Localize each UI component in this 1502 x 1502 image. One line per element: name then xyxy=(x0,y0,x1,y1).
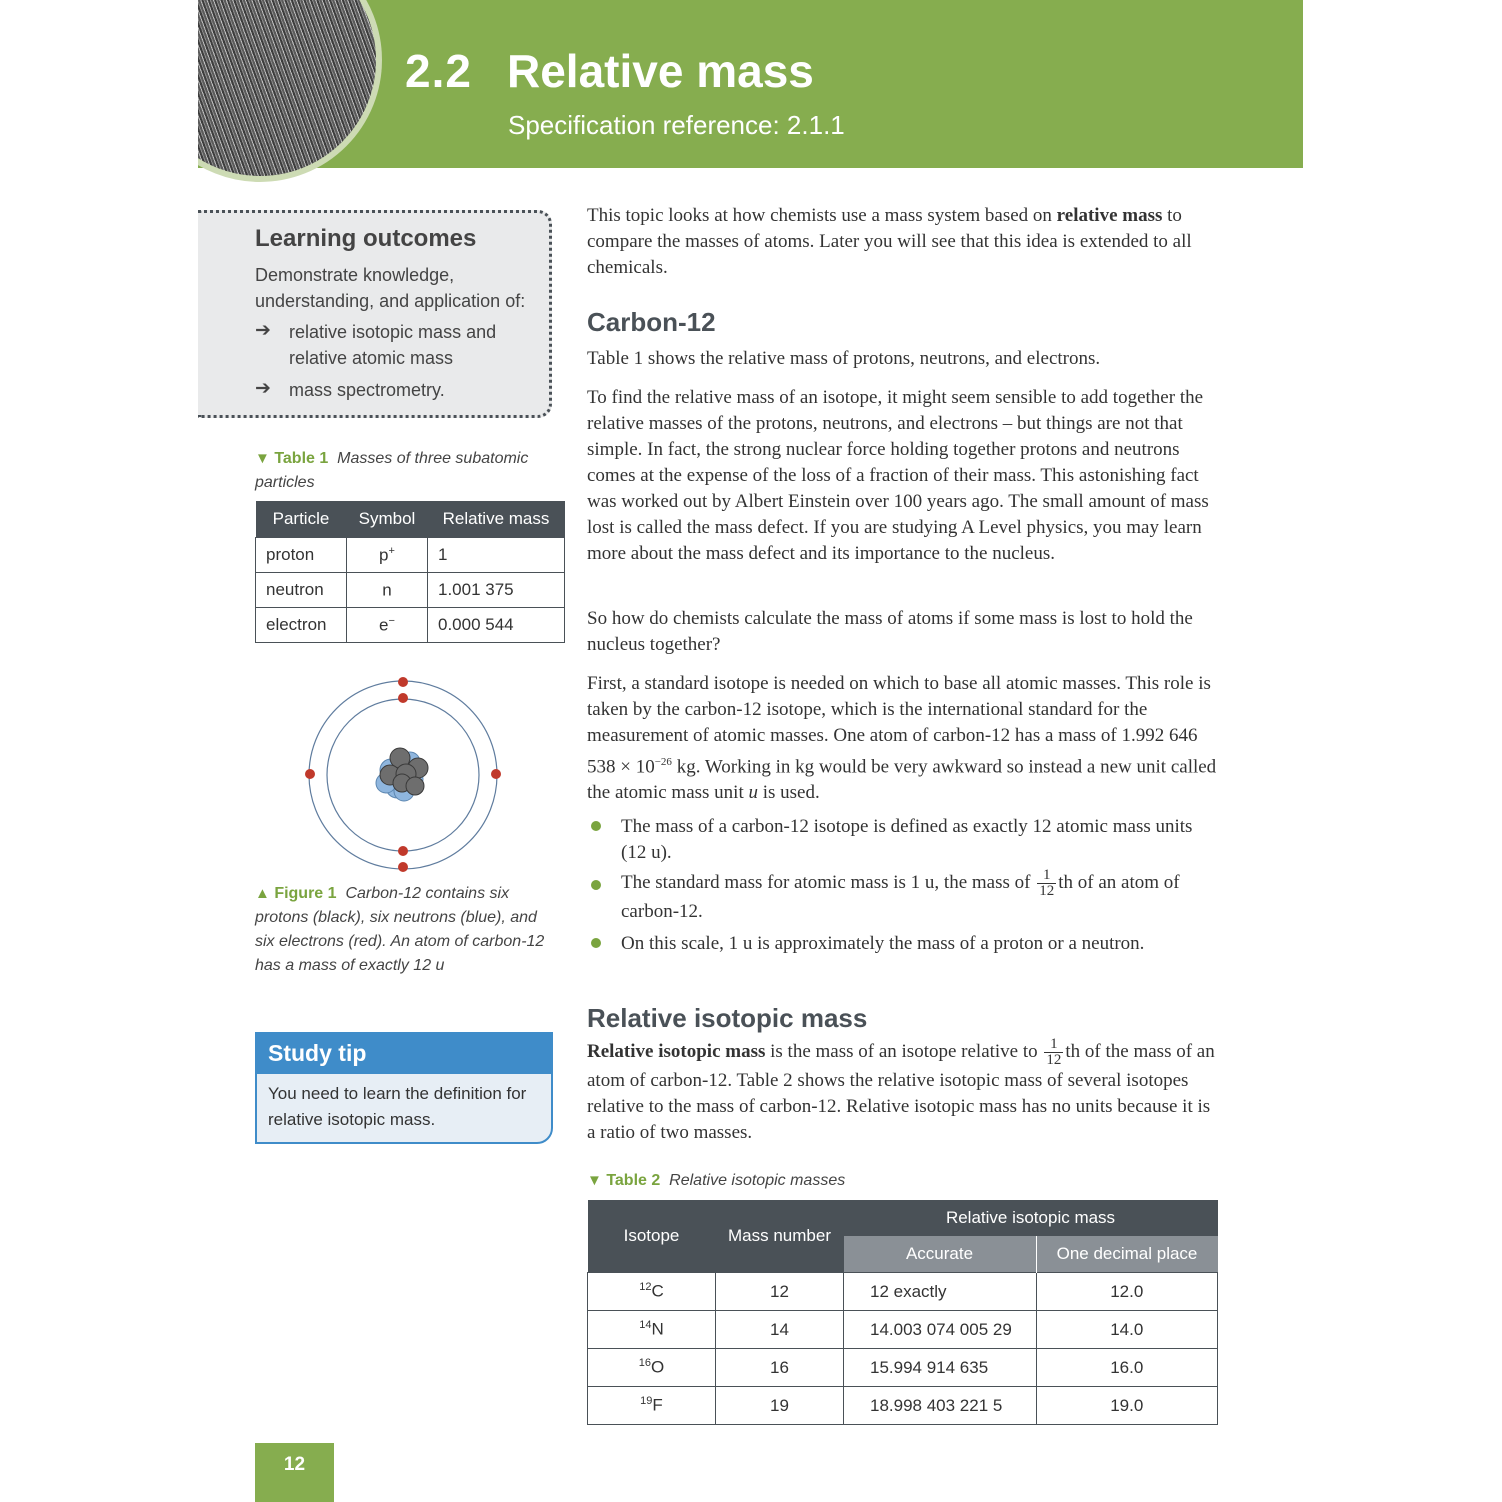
electron xyxy=(305,769,315,779)
electron xyxy=(491,769,501,779)
table-header-cell: Relative isotopic mass xyxy=(844,1200,1218,1236)
figure1-caption xyxy=(255,882,555,978)
table-row xyxy=(588,1349,1218,1387)
study-tip-text: You need to learn the definition for relative isotopic mass. xyxy=(268,1084,527,1129)
bullet-text: th of an atom of carbon-12. xyxy=(621,871,1180,922)
bullet-item: On this scale, 1 u is approximately the mass of a proton or a neutron. xyxy=(621,933,1145,954)
relative-mass-cell: 0.000 544 xyxy=(428,608,565,643)
bullet-item xyxy=(621,868,1211,925)
intro-paragraph xyxy=(587,203,1219,281)
key-term: Relative isotopic mass xyxy=(587,1040,766,1062)
fraction-numerator: 1 xyxy=(1037,868,1056,884)
element-symbol: N xyxy=(651,1319,664,1339)
table1-caption-text: Masses of three subatomic particles xyxy=(255,450,529,491)
bullet-icon xyxy=(591,821,601,831)
paragraph-text: kg. Working in kg would be very awkward so instead a new unit called the atomic mass unit xyxy=(587,756,1217,804)
paragraph: Table 1 shows the relative mass of protons, neutrons, and electrons. xyxy=(587,348,1101,369)
bullet-icon xyxy=(591,880,601,890)
learning-outcome-item: mass spectrometry. xyxy=(289,380,445,400)
table-header-cell: Relative mass xyxy=(428,501,565,538)
symbol-text: n xyxy=(382,580,392,600)
mass-number-cell: 16 xyxy=(716,1349,844,1387)
symbol-cell xyxy=(346,573,427,608)
nucleus xyxy=(376,748,428,801)
table-header-cell: Isotope xyxy=(588,1200,716,1273)
table1-label: Table 1 xyxy=(274,450,329,467)
decimal-mass-cell: 14.0 xyxy=(1036,1311,1218,1349)
table-header-cell: Mass number xyxy=(716,1200,844,1273)
mass-number-cell: 14 xyxy=(716,1311,844,1349)
relative-mass-cell: 1.001 375 xyxy=(428,573,565,608)
accurate-mass-cell: 12 exactly xyxy=(844,1273,1037,1311)
symbol-cell xyxy=(346,608,427,643)
figure1-caption-text: Carbon-12 contains six protons (black), six neutrons (blue), and six electrons (red). An atom of carbon-12 has a mass of exactly 12 u xyxy=(255,885,545,974)
table1-caption xyxy=(255,447,555,495)
exponent: −26 xyxy=(654,756,672,768)
key-term: relative mass xyxy=(1056,205,1163,226)
bullet-icon xyxy=(591,938,601,948)
element-symbol: F xyxy=(652,1395,663,1415)
header-photo-clip xyxy=(198,0,398,190)
paragraph-text: th of the mass of an atom of carbon-12. Table 2 shows the relative isotopic mass of several isotopes relative to the mass of carbon-12. Relative isotopic mass has no units because it is a ratio of two masses. xyxy=(587,1040,1215,1143)
intro-text: This topic looks at how chemists use a mass system based on xyxy=(587,205,1057,226)
symbol-text: p xyxy=(379,545,389,565)
charge-superscript: − xyxy=(388,614,395,627)
symbol-text: e xyxy=(379,615,389,635)
table-row xyxy=(588,1387,1218,1425)
specification-reference: Specification reference: 2.1.1 xyxy=(508,110,845,140)
triangle-up-icon: ▲ xyxy=(255,885,270,902)
unit-symbol: u xyxy=(748,782,758,804)
page-title: Relative mass xyxy=(507,45,814,97)
carbon-12-atom-diagram xyxy=(300,676,505,876)
table2-caption xyxy=(587,1169,845,1193)
decimal-mass-cell: 19.0 xyxy=(1036,1387,1218,1425)
study-tip-title: Study tip xyxy=(268,1040,367,1066)
bullet-text: The standard mass for atomic mass is 1 u, the mass of xyxy=(621,871,1036,893)
mass-superscript: 16 xyxy=(638,1357,651,1370)
fraction-denominator: 12 xyxy=(1039,883,1055,899)
element-symbol: O xyxy=(651,1357,665,1377)
fraction-one-twelfth xyxy=(1037,868,1056,899)
relative-isotopic-masses-table xyxy=(587,1200,1218,1425)
subatomic-particles-table xyxy=(255,501,565,643)
isotope-cell xyxy=(588,1387,716,1425)
table-subheader-cell: One decimal place xyxy=(1036,1236,1218,1273)
table-header-row xyxy=(588,1200,1218,1236)
fraction-denominator: 12 xyxy=(1046,1052,1062,1068)
fraction-numerator: 1 xyxy=(1044,1037,1063,1053)
learning-outcomes-title: Learning outcomes xyxy=(255,225,477,252)
section-number: 2.2 xyxy=(405,45,472,97)
paragraph-text: is used. xyxy=(757,782,820,804)
learning-outcome-item: relative isotopic mass and relative atomic mass xyxy=(289,322,497,368)
paragraph: To find the relative mass of an isotope, it might seem sensible to add together the relative masses of the protons, neutrons, and electrons – but things are not that simple. In fact, the strong nuclear force holding together protons and neutrons comes at the expense of the loss of a fraction of their mass. This astonishing fact was worked out by Albert Einstein over 100 years ago. The small amount of mass lost is called the mass defect. If you are studying A Level physics, you may learn more about the mass defect and its importance to the nucleus. xyxy=(587,387,1209,564)
particle-cell: electron xyxy=(256,608,347,643)
learning-outcomes-intro: Demonstrate knowledge, understanding, and application of: xyxy=(255,265,526,311)
accurate-mass-cell: 15.994 914 635 xyxy=(844,1349,1037,1387)
fraction-one-twelfth xyxy=(1044,1037,1063,1068)
paragraph-text: is the mass of an isotope relative to xyxy=(765,1040,1043,1062)
arrow-right-icon: ➔ xyxy=(255,320,271,341)
decimal-mass-cell: 16.0 xyxy=(1036,1349,1218,1387)
electron xyxy=(398,862,408,872)
table-row xyxy=(256,608,565,643)
accurate-mass-cell: 18.998 403 221 5 xyxy=(844,1387,1037,1425)
isotope-cell xyxy=(588,1349,716,1387)
table-header-cell: Particle xyxy=(256,501,347,538)
isotope-cell xyxy=(588,1273,716,1311)
paragraph: So how do chemists calculate the mass of atoms if some mass is lost to hold the nucleus together? xyxy=(587,608,1193,655)
paragraph xyxy=(587,671,1219,806)
figure1-label: Figure 1 xyxy=(274,885,337,902)
triangle-down-icon: ▼ xyxy=(587,1172,602,1189)
intro-text: to compare the masses of atoms. Later you will see that this idea is extended to all chemicals. xyxy=(587,205,1192,278)
table-row xyxy=(256,573,565,608)
paragraph xyxy=(587,1037,1219,1146)
table-row xyxy=(588,1311,1218,1349)
mass-number-cell: 12 xyxy=(716,1273,844,1311)
paragraph-text: First, a standard isotope is needed on which to base all atomic masses. This role is taken by the carbon-12 isotope, which is the international standard for the measurement of atomic masses. One atom of carbon-12 has a mass of 1.992 646 538 × 10 xyxy=(587,673,1211,778)
isotope-cell xyxy=(588,1311,716,1349)
electron xyxy=(398,693,408,703)
element-symbol: C xyxy=(651,1281,664,1301)
table-header-cell: Symbol xyxy=(346,501,427,538)
table-header-row xyxy=(256,501,565,538)
mass-superscript: 19 xyxy=(640,1395,653,1408)
mass-superscript: 14 xyxy=(639,1319,652,1332)
decimal-mass-cell: 12.0 xyxy=(1036,1273,1218,1311)
proton xyxy=(406,777,424,795)
table-row xyxy=(588,1273,1218,1311)
electron xyxy=(398,677,408,687)
particle-cell: neutron xyxy=(256,573,347,608)
table2-label: Table 2 xyxy=(606,1172,661,1189)
symbol-cell xyxy=(346,538,427,573)
bullet-item: The mass of a carbon-12 isotope is defined as exactly 12 atomic mass units (12 u). xyxy=(621,816,1193,863)
heading-relative-isotopic-mass: Relative isotopic mass xyxy=(587,1003,868,1033)
header-photo xyxy=(198,0,382,182)
arrow-right-icon: ➔ xyxy=(255,378,271,399)
table-subheader-cell: Accurate xyxy=(844,1236,1037,1273)
table2-caption-text: Relative isotopic masses xyxy=(669,1172,846,1189)
page-number: 12 xyxy=(283,1454,306,1475)
triangle-down-icon: ▼ xyxy=(255,450,270,467)
electron xyxy=(398,846,408,856)
accurate-mass-cell: 14.003 074 005 29 xyxy=(844,1311,1037,1349)
mass-number-cell: 19 xyxy=(716,1387,844,1425)
table-row xyxy=(256,538,565,573)
mass-superscript: 12 xyxy=(639,1281,652,1294)
charge-superscript: + xyxy=(388,544,395,557)
heading-carbon-12: Carbon-12 xyxy=(587,307,716,337)
relative-mass-cell: 1 xyxy=(428,538,565,573)
particle-cell: proton xyxy=(256,538,347,573)
